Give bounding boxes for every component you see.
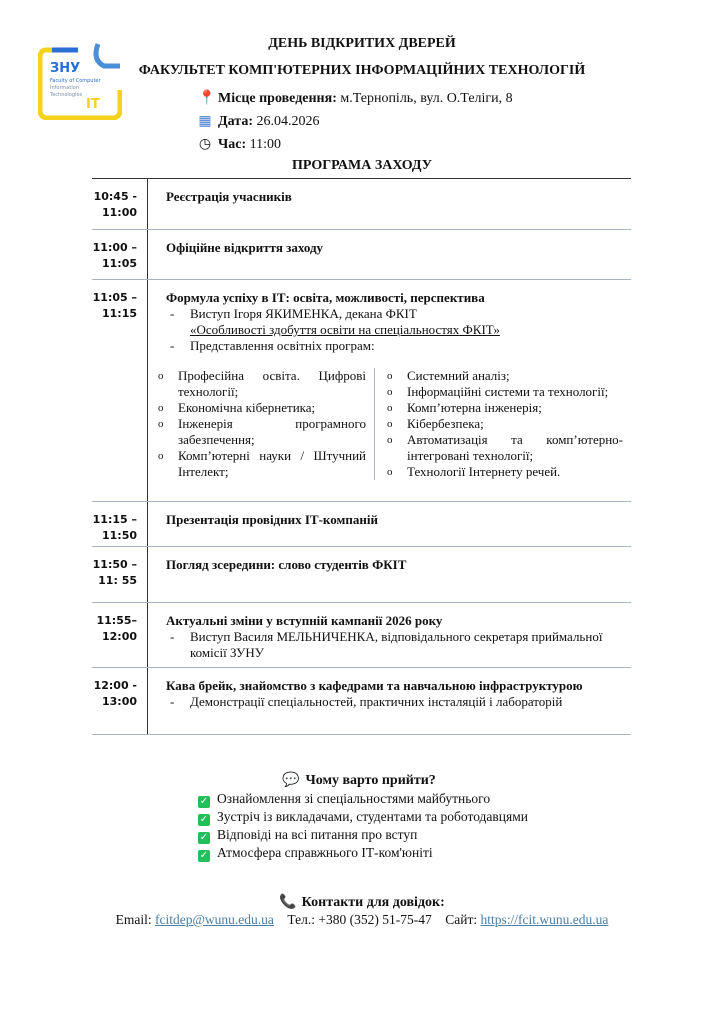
svg-text:ЗНУ: ЗНУ (50, 61, 81, 76)
check-icon: ✓ (199, 850, 209, 861)
time-end: 11: 55 (98, 574, 137, 587)
why-item-text: Атмосфера справжнього ІТ-ком'юніті (217, 845, 433, 860)
programs-left (154, 368, 374, 480)
why-item (198, 808, 528, 826)
table-row (92, 603, 631, 668)
contacts-line (0, 912, 724, 928)
phone-value: +380 (352) 51-75-47 (318, 912, 432, 927)
table-row (92, 668, 631, 735)
clock-icon: ◷ (198, 137, 212, 152)
time-start: 11:50 – (92, 558, 137, 571)
time-start: 11:55– (96, 614, 137, 627)
time-end: 11:50 (101, 529, 137, 542)
time-end: 13:00 (101, 695, 137, 708)
time-value: 11:00 (249, 137, 282, 152)
site-label: Сайт: (445, 912, 478, 927)
row-title: Погляд зсередини: слово студентів ФКІТ (166, 557, 407, 572)
time-start: 12:00 - (93, 679, 137, 692)
program-title: ПРОГРАМА ЗАХОДУ (291, 158, 433, 173)
why-item (198, 826, 528, 844)
list-item: o Системний аналіз; (383, 368, 623, 384)
list-item: o Інженерія програмного забезпечення; (154, 416, 366, 448)
place-value: м.Тернопіль, вул. О.Теліги, 8 (340, 91, 513, 106)
row-title: Реєстрація учасників (166, 189, 292, 204)
sub-item (166, 306, 631, 338)
row-title: Офіційне відкриття заходу (166, 240, 324, 255)
row-title: Презентація провідних ІТ-компаній (166, 512, 378, 527)
list-item: o Професійна освіта. Цифрові технології; (154, 368, 366, 400)
why-title: Чому варто прийти? (305, 773, 436, 788)
row-title: Формула успіху в ІТ: освіта, можливості, перспектива (166, 290, 485, 305)
phone-label: Тел.: (287, 912, 316, 927)
svg-text:Technologies: Technologies (50, 92, 83, 98)
why-item-text: Ознайомлення зі спеціальностями майбутнього (217, 791, 491, 806)
list-item: o Технології Інтернету речей. (383, 464, 623, 480)
svg-text:Information: Information (50, 85, 79, 91)
date-value: 26.04.2026 (256, 114, 320, 129)
why-item-text: Відповіді на всі питання про вступ (217, 827, 418, 842)
speaker: Виступ Ігоря ЯКИМЕНКА, декана ФКІТ (190, 306, 417, 321)
place-label: Місце проведення: (218, 91, 337, 106)
table-row (92, 547, 631, 603)
check-icon: ✓ (199, 796, 209, 807)
row-title: Кава брейк, знайомство з кафедрами та навчальною інфраструктурою (166, 678, 583, 693)
time-start: 11:15 – (92, 513, 137, 526)
sub-item: - Виступ Василя МЕЛЬНИЧЕНКА, відповідального секретаря приймальної комісії ЗУНУ (166, 629, 631, 661)
contacts-heading (0, 894, 724, 911)
time-end: 12:00 (101, 630, 137, 643)
calendar-icon: ▦ (198, 114, 212, 129)
programs-list (154, 368, 631, 480)
time-start: 10:45 - (93, 190, 137, 203)
table-row (92, 230, 631, 280)
why-item (198, 790, 528, 808)
event-title: ДЕНЬ ВІДКРИТИХ ДВЕРЕЙ (268, 36, 456, 51)
svg-text:IT: IT (86, 97, 100, 112)
phone-icon: 📞 (279, 895, 297, 910)
row-title: Актуальні зміни у вступній кампанії 2026 року (166, 613, 443, 628)
pin-icon: 📍 (198, 91, 216, 106)
why-heading (282, 772, 528, 790)
list-item: o Інформаційні системи та технології; (383, 384, 623, 400)
fcit-logo (38, 40, 122, 120)
table-row (92, 502, 631, 547)
why-item-text: Зустріч із викладачами, студентами та роботодавцями (217, 809, 528, 824)
email-label: Email: (115, 912, 152, 927)
talk-title: «Особливості здобуття освіти на спеціальностях ФКІТ» (190, 322, 500, 337)
time-line (198, 136, 281, 153)
place-line (198, 90, 513, 107)
list-item: o Комп’ютерні науки / Штучний Інтелект; (154, 448, 366, 480)
sub-item: - Демонстрації спеціальностей, практичних інсталяцій і лабораторій (166, 694, 631, 710)
program-table (92, 178, 631, 735)
date-label: Дата: (218, 114, 253, 129)
email-link[interactable]: fcitdep@wunu.edu.ua (155, 912, 274, 927)
programs-right (374, 368, 631, 480)
speech-bubble-icon: 💬 (282, 773, 300, 788)
date-line (198, 113, 319, 130)
sub-item: - Представлення освітніх програм: (166, 338, 631, 354)
list-item: o Кібербезпека; (383, 416, 623, 432)
check-icon: ✓ (199, 832, 209, 843)
list-item: o Економічна кібернетика; (154, 400, 366, 416)
time-start: 11:00 – (92, 241, 137, 254)
time-start: 11:05 – (92, 291, 137, 304)
svg-text:Faculty of Computer: Faculty of Computer (50, 78, 101, 84)
check-icon: ✓ (199, 814, 209, 825)
time-label: Час: (218, 137, 247, 152)
why-item (198, 844, 528, 862)
contacts-title: Контакти для довідок: (301, 895, 445, 910)
table-row (92, 179, 631, 230)
time-end: 11:05 (101, 257, 137, 270)
time-end: 11:00 (101, 206, 137, 219)
why-section (198, 772, 528, 862)
site-link[interactable]: https://fcit.wunu.edu.ua (480, 912, 609, 927)
table-row (92, 280, 631, 502)
faculty-title: ФАКУЛЬТЕТ КОМП'ЮТЕРНИХ ІНФОРМАЦІЙНИХ ТЕХНОЛОГІЙ (138, 63, 586, 78)
list-item: o Автоматизація та комп’ютерно-інтегровані технології; (383, 432, 623, 464)
list-item: o Комп’ютерна інженерія; (383, 400, 623, 416)
time-end: 11:15 (101, 307, 137, 320)
why-list (198, 790, 528, 862)
